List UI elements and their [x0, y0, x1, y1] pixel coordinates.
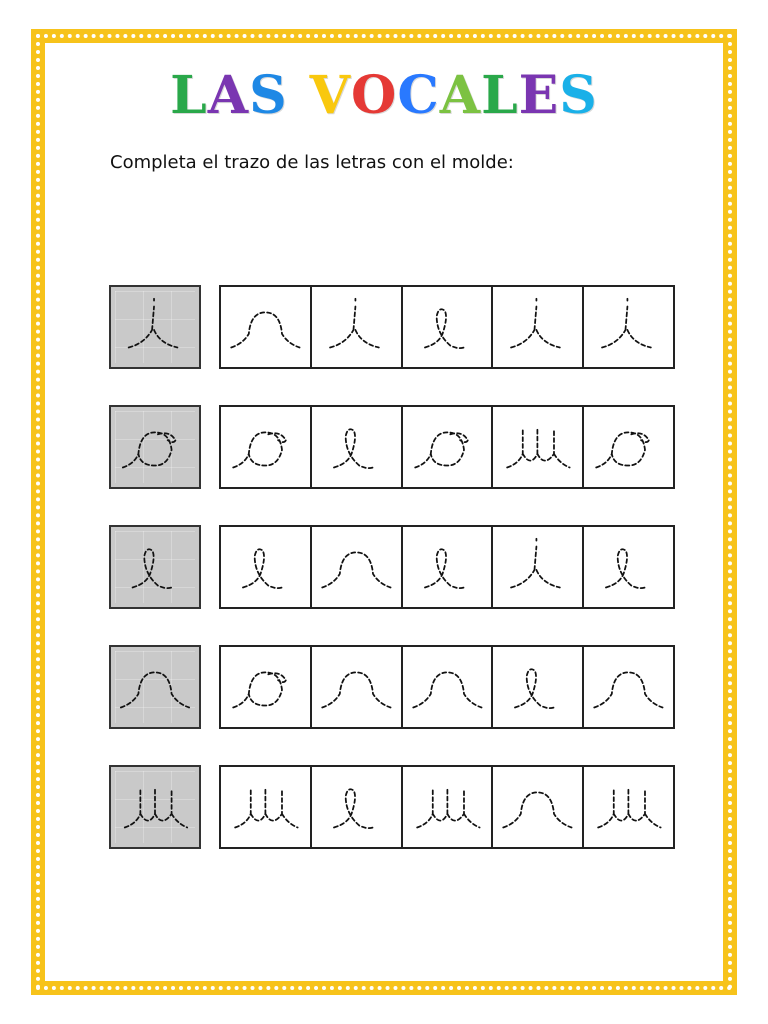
trace-letter-e-glyph: [312, 407, 401, 487]
trace-letter-o-glyph: [403, 407, 492, 487]
trace-letter-e-glyph: [221, 527, 310, 607]
tracing-cell[interactable]: [491, 527, 582, 607]
letter-o-trace: [233, 672, 286, 707]
tracing-cell[interactable]: [310, 287, 401, 367]
letter-e-trace: [425, 549, 464, 588]
tracing-cell[interactable]: [582, 527, 673, 607]
title-letter: E: [518, 65, 560, 126]
tracing-cell[interactable]: [491, 287, 582, 367]
trace-letter-o-glyph: [221, 407, 310, 487]
trace-letter-i-glyph: [312, 287, 401, 367]
instruction-text: Completa el trazo de las letras con el molde:: [110, 152, 514, 173]
trace-letter-e-glyph: [403, 527, 492, 607]
tracing-cell[interactable]: [221, 767, 310, 847]
trace-letter-e-glyph: [493, 647, 582, 727]
tracing-cell[interactable]: [310, 527, 401, 607]
trace-letter-e-glyph: [403, 287, 492, 367]
model-box: [109, 645, 201, 729]
letter-u-trace: [417, 788, 479, 827]
letter-i-trace: [511, 539, 560, 588]
letter-i-trace: [129, 299, 178, 348]
model-letter-o-glyph: [111, 407, 199, 487]
model-box: [109, 765, 201, 849]
letter-o-trace: [233, 432, 286, 467]
letter-o-trace: [123, 432, 176, 467]
letter-a-trace: [594, 672, 662, 707]
trace-letter-a-glyph: [584, 647, 673, 727]
tracing-cell[interactable]: [401, 647, 492, 727]
letter-i-trace: [330, 299, 379, 348]
tracing-cell[interactable]: [491, 407, 582, 487]
trace-letter-a-glyph: [403, 647, 492, 727]
model-letter-a-glyph: [111, 647, 199, 727]
trace-letter-a-glyph: [312, 647, 401, 727]
letter-a-trace: [504, 792, 572, 827]
trace-letter-u-glyph: [493, 407, 582, 487]
letter-e-trace: [334, 789, 373, 828]
trace-letter-o-glyph: [584, 407, 673, 487]
trace-letter-a-glyph: [493, 767, 582, 847]
letter-a-trace: [413, 672, 481, 707]
model-box: [109, 525, 201, 609]
model-box: [109, 285, 201, 369]
tracing-cell[interactable]: [310, 767, 401, 847]
tracing-strip: [219, 645, 675, 729]
trace-letter-u-glyph: [584, 767, 673, 847]
letter-e-trace: [243, 549, 282, 588]
tracing-cell[interactable]: [582, 407, 673, 487]
letter-e-trace: [334, 429, 373, 468]
trace-letter-a-glyph: [221, 287, 310, 367]
trace-letter-i-glyph: [493, 287, 582, 367]
trace-letter-i-glyph: [584, 287, 673, 367]
letter-a-trace: [322, 552, 390, 587]
trace-letter-u-glyph: [221, 767, 310, 847]
letter-u-trace: [508, 428, 570, 467]
tracing-cell[interactable]: [221, 287, 310, 367]
tracing-cell[interactable]: [401, 767, 492, 847]
letter-a-trace: [121, 672, 189, 707]
letter-u-trace: [125, 788, 187, 827]
tracing-strip: [219, 405, 675, 489]
title-letter: A: [207, 65, 250, 126]
letter-e-trace: [606, 549, 645, 588]
trace-letter-i-glyph: [493, 527, 582, 607]
title-letter: S: [559, 65, 598, 126]
title-letter: A: [439, 65, 482, 126]
trace-letter-u-glyph: [403, 767, 492, 847]
letter-o-trace: [415, 432, 468, 467]
decorative-border: [31, 29, 737, 995]
tracing-cell[interactable]: [582, 767, 673, 847]
tracing-cell[interactable]: [221, 407, 310, 487]
letter-i-trace: [511, 299, 560, 348]
title-letter: L: [170, 65, 208, 126]
letter-e-trace: [515, 669, 554, 708]
tracing-cell[interactable]: [401, 527, 492, 607]
tracing-cell[interactable]: [491, 767, 582, 847]
tracing-cell[interactable]: [401, 287, 492, 367]
model-letter-i-glyph: [111, 287, 199, 367]
title-letter: O: [351, 65, 398, 126]
letter-i-trace: [602, 299, 651, 348]
title-letter: V: [309, 65, 352, 126]
tracing-cell[interactable]: [310, 647, 401, 727]
trace-letter-o-glyph: [221, 647, 310, 727]
trace-letter-e-glyph: [312, 767, 401, 847]
title-letter: S: [249, 65, 288, 126]
letter-u-trace: [235, 788, 297, 827]
title-letter: C: [397, 65, 440, 126]
letter-o-trace: [596, 432, 649, 467]
model-letter-e-glyph: [111, 527, 199, 607]
tracing-strip: [219, 285, 675, 369]
tracing-cell[interactable]: [582, 647, 673, 727]
tracing-strip: [219, 765, 675, 849]
letter-e-trace: [133, 549, 172, 588]
title-letter: L: [481, 65, 519, 126]
tracing-cell[interactable]: [582, 287, 673, 367]
letter-u-trace: [598, 788, 660, 827]
letter-e-trace: [425, 309, 464, 348]
tracing-cell[interactable]: [401, 407, 492, 487]
trace-letter-a-glyph: [312, 527, 401, 607]
tracing-cell[interactable]: [221, 527, 310, 607]
model-letter-u-glyph: [111, 767, 199, 847]
letter-a-trace: [322, 672, 390, 707]
tracing-cell[interactable]: [221, 647, 310, 727]
tracing-cell[interactable]: [310, 407, 401, 487]
page-title: [0, 65, 768, 126]
letter-a-trace: [231, 312, 299, 347]
model-box: [109, 405, 201, 489]
tracing-cell[interactable]: [491, 647, 582, 727]
tracing-strip: [219, 525, 675, 609]
trace-letter-e-glyph: [584, 527, 673, 607]
